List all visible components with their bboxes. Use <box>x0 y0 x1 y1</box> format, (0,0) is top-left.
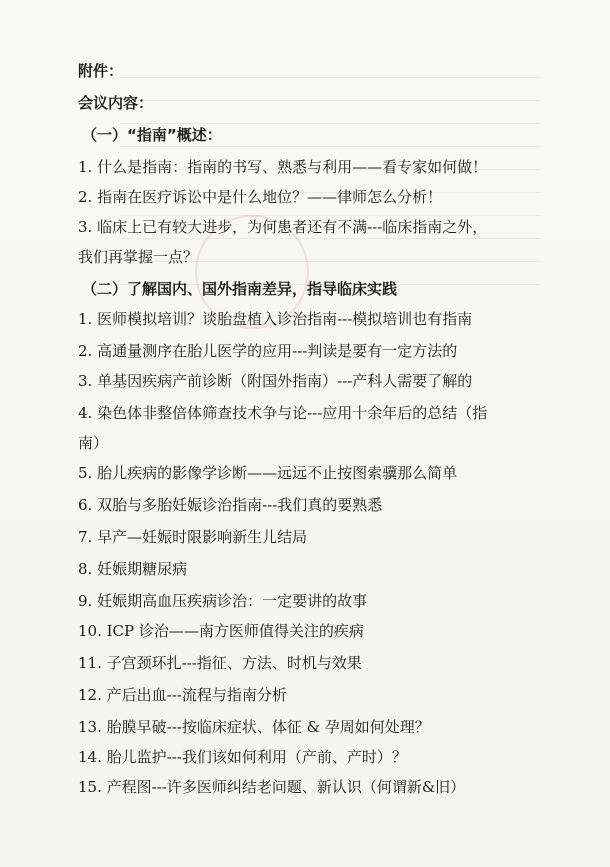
section2-item: 6. 双胎与多胎妊娠诊治指南---我们真的要熟悉 <box>78 496 383 514</box>
section1-item: 1. 什么是指南：指南的书写、熟悉与利用——看专家如何做！ <box>78 158 488 176</box>
section2-title: （二）了解国内、国外指南差异，指导临床实践 <box>82 280 398 298</box>
section2-item: 10. ICP 诊治——南方医师值得关注的疾病 <box>78 622 364 640</box>
section2-item: 14. 胎儿监护---我们该如何利用（产前、产时）？ <box>78 748 407 766</box>
meeting-content-label: 会议内容： <box>78 94 154 112</box>
section2-item-continuation: 南） <box>78 434 109 452</box>
section2-item: 8. 妊娠期糖尿病 <box>78 560 188 578</box>
section1-title: （一）“指南”概述： <box>82 126 222 144</box>
section1-item-continuation: 我们再掌握一点？ <box>78 248 199 266</box>
section2-item: 15. 产程图---许多医师纠结老问题、新认识（何谓新&旧） <box>78 778 466 796</box>
section1-item: 3. 临床上已有较大进步，为何患者还有不满---临床指南之外， <box>78 218 488 236</box>
attachment-label: 附件： <box>78 62 124 80</box>
section2-item: 2. 高通量测序在胎儿医学的应用---判读是要有一定方法的 <box>78 342 458 360</box>
section2-item: 13. 胎膜早破---按临床症状、体征 & 孕周如何处理？ <box>78 718 430 736</box>
section2-item: 3. 单基因疾病产前诊断（附国外指南）---产科人需要了解的 <box>78 372 473 390</box>
section2-item: 12. 产后出血---流程与指南分析 <box>78 686 287 704</box>
section1-item: 2. 指南在医疗诉讼中是什么地位？——律师怎么分析！ <box>78 188 443 206</box>
section2-item: 11. 子宫颈环扎---指征、方法、时机与效果 <box>78 654 362 672</box>
section2-item: 4. 染色体非整倍体筛查技术争与论---应用十余年后的总结（指 <box>78 404 488 422</box>
section2-item: 1. 医师模拟培训？谈胎盘植入诊治指南---模拟培训也有指南 <box>78 310 473 328</box>
section2-item: 9. 妊娠期高血压疾病诊治：一定要讲的故事 <box>78 592 368 610</box>
section2-item: 5. 胎儿疾病的影像学诊断——远远不止按图索骥那么简单 <box>78 464 458 482</box>
section2-item: 7. 早产—妊娠时限影响新生儿结局 <box>78 528 308 546</box>
